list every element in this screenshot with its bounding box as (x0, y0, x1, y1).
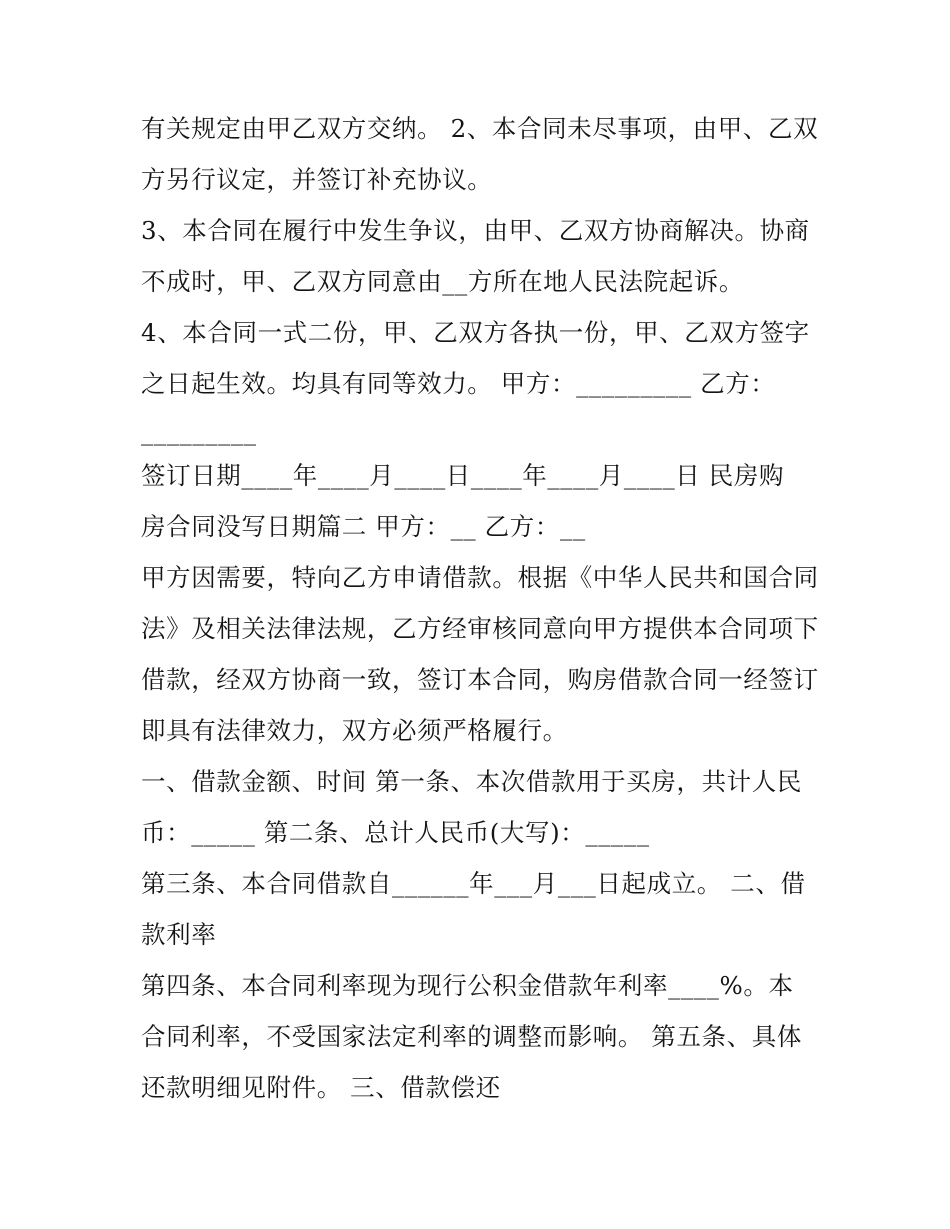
text-line: 签订日期____年____月____日____年____月____日 民房购 (141, 461, 785, 490)
text-line: 不成时，甲、乙双方同意由__方所在地人民法院起诉。 (141, 267, 744, 296)
text-line: 甲方因需要，特向乙方申请借款。根据《中华人民共和国合同 (141, 563, 819, 592)
text-line: 第四条、本合同利率现为现行公积金借款年利率____%。本 (141, 971, 794, 1000)
text-line: 合同利率，不受国家法定利率的调整而影响。 第五条、具体 (141, 1022, 802, 1051)
text-line: 第三条、本合同借款自______年___月___日起成立。 二、借 (141, 869, 806, 898)
signature-blank-line: _________ (141, 417, 257, 446)
text-line: 法》及相关法律法规，乙方经审核同意向甲方提供本合同项下 (141, 614, 819, 643)
text-line: 一、借款金额、时间 第一条、本次借款用于买房，共计人民 (141, 767, 802, 796)
text-line: 之日起生效。均具有同等效力。 甲方：_________ 乙方： (141, 369, 776, 398)
text-line: 款利率 (141, 920, 217, 949)
text-line: 4、本合同一式二份，甲、乙双方各执一份，甲、乙双方签字 (141, 318, 810, 347)
text-line: 房合同没写日期篇二 甲方：__ 乙方：__ (141, 512, 586, 541)
text-line: 3、本合同在履行中发生争议，由甲、乙双方协商解决。协商 (141, 216, 810, 245)
text-line: 有关规定由甲乙双方交纳。 2、本合同未尽事项，由甲、乙双 (141, 114, 819, 143)
text-line: 方另行议定，并签订补充协议。 (141, 165, 493, 194)
text-line: 还款明细见附件。 三、借款偿还 (141, 1073, 501, 1102)
text-line: 币：_____ 第二条、总计人民币(大写)：_____ (141, 818, 650, 847)
text-line: 借款，经双方协商一致，签订本合同，购房借款合同一经签订 (141, 665, 819, 694)
text-line: 即具有法律效力，双方必须严格履行。 (141, 716, 568, 745)
